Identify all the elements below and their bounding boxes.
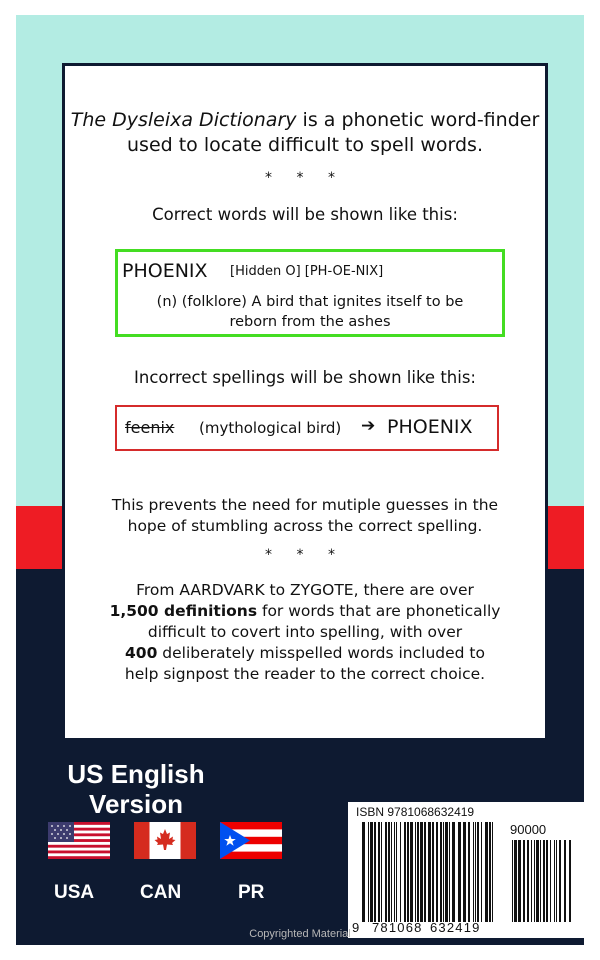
separator-1: * * *: [265, 170, 345, 186]
incorrect-example-note: (mythological bird): [199, 419, 342, 437]
barcode-digits-group-1: 781068: [372, 920, 423, 935]
barcode-digits-group-2: 632419: [430, 920, 481, 935]
prevents-line-1: This prevents the need for mutiple guesses in the: [111, 496, 499, 514]
summary-line-4: [65, 643, 545, 664]
edition-line-1: US English: [67, 759, 205, 789]
incorrect-label: Incorrect spellings will be shown like this:: [134, 368, 476, 387]
book-back-cover: [16, 15, 584, 945]
correct-label: Correct words will be shown like this:: [152, 205, 458, 224]
correct-example-tags: [Hidden O] [PH-OE-NIX]: [230, 264, 384, 279]
barcode-area: [348, 802, 584, 938]
summary-line-4-rest: deliberately misspelled words included to: [157, 644, 485, 662]
summary-line-1: From AARDVARK to ZYGOTE, there are over: [136, 581, 474, 599]
edition-line-2: Version: [89, 789, 183, 819]
canada-flag-icon: [134, 822, 196, 859]
watermark-bottom: Copyrighted Material: [249, 928, 351, 940]
definitions-count: 1,500 definitions: [109, 602, 258, 620]
summary-line-5: help signpost the reader to the correct choice.: [124, 665, 486, 683]
intro-text: [65, 108, 545, 158]
correct-example-box: [115, 249, 505, 337]
flag-label-can: CAN: [140, 882, 182, 903]
incorrect-example-correct: PHOENIX: [387, 416, 473, 438]
arrow-right-icon: ➔: [361, 416, 376, 436]
description-panel: [65, 66, 545, 738]
definition-line-1: (n) (folklore) A bird that ignites itself to be: [156, 294, 464, 310]
incorrect-example-wrong: feenix: [125, 418, 175, 437]
book-title: The Dysleixa Dictionary: [70, 109, 297, 131]
separator-2: * * *: [265, 547, 345, 563]
flag-label-pr: PR: [238, 882, 265, 903]
flag-label-usa: USA: [54, 882, 95, 903]
summary-line-3: difficult to covert into spelling, with over: [147, 623, 463, 641]
misspelled-count: 400: [125, 644, 158, 662]
summary-line-2-rest: for words that are phonetically: [257, 602, 501, 620]
barcode-digit-lead: 9: [352, 920, 360, 935]
incorrect-example-box: [115, 405, 499, 451]
price-code: 90000: [510, 822, 547, 837]
intro-line-1-rest: is a phonetic word-finder: [296, 109, 540, 131]
correct-example-word: PHOENIX: [122, 260, 208, 282]
prevents-line-2: hope of stumbling across the correct spelling.: [127, 517, 483, 535]
intro-line-1: [65, 108, 545, 133]
correct-example-definition: [118, 292, 502, 332]
us-flag-icon: [48, 822, 110, 859]
definition-line-2: reborn from the ashes: [229, 314, 391, 330]
barcode-image: [348, 802, 584, 938]
intro-line-2: used to locate difficult to spell words.: [127, 134, 483, 156]
summary-text: [65, 580, 545, 685]
isbn-label: ISBN 9781068632419: [356, 805, 475, 819]
summary-line-2: [65, 601, 545, 622]
prevents-text: [65, 495, 545, 537]
puerto-rico-flag-icon: [220, 822, 282, 859]
